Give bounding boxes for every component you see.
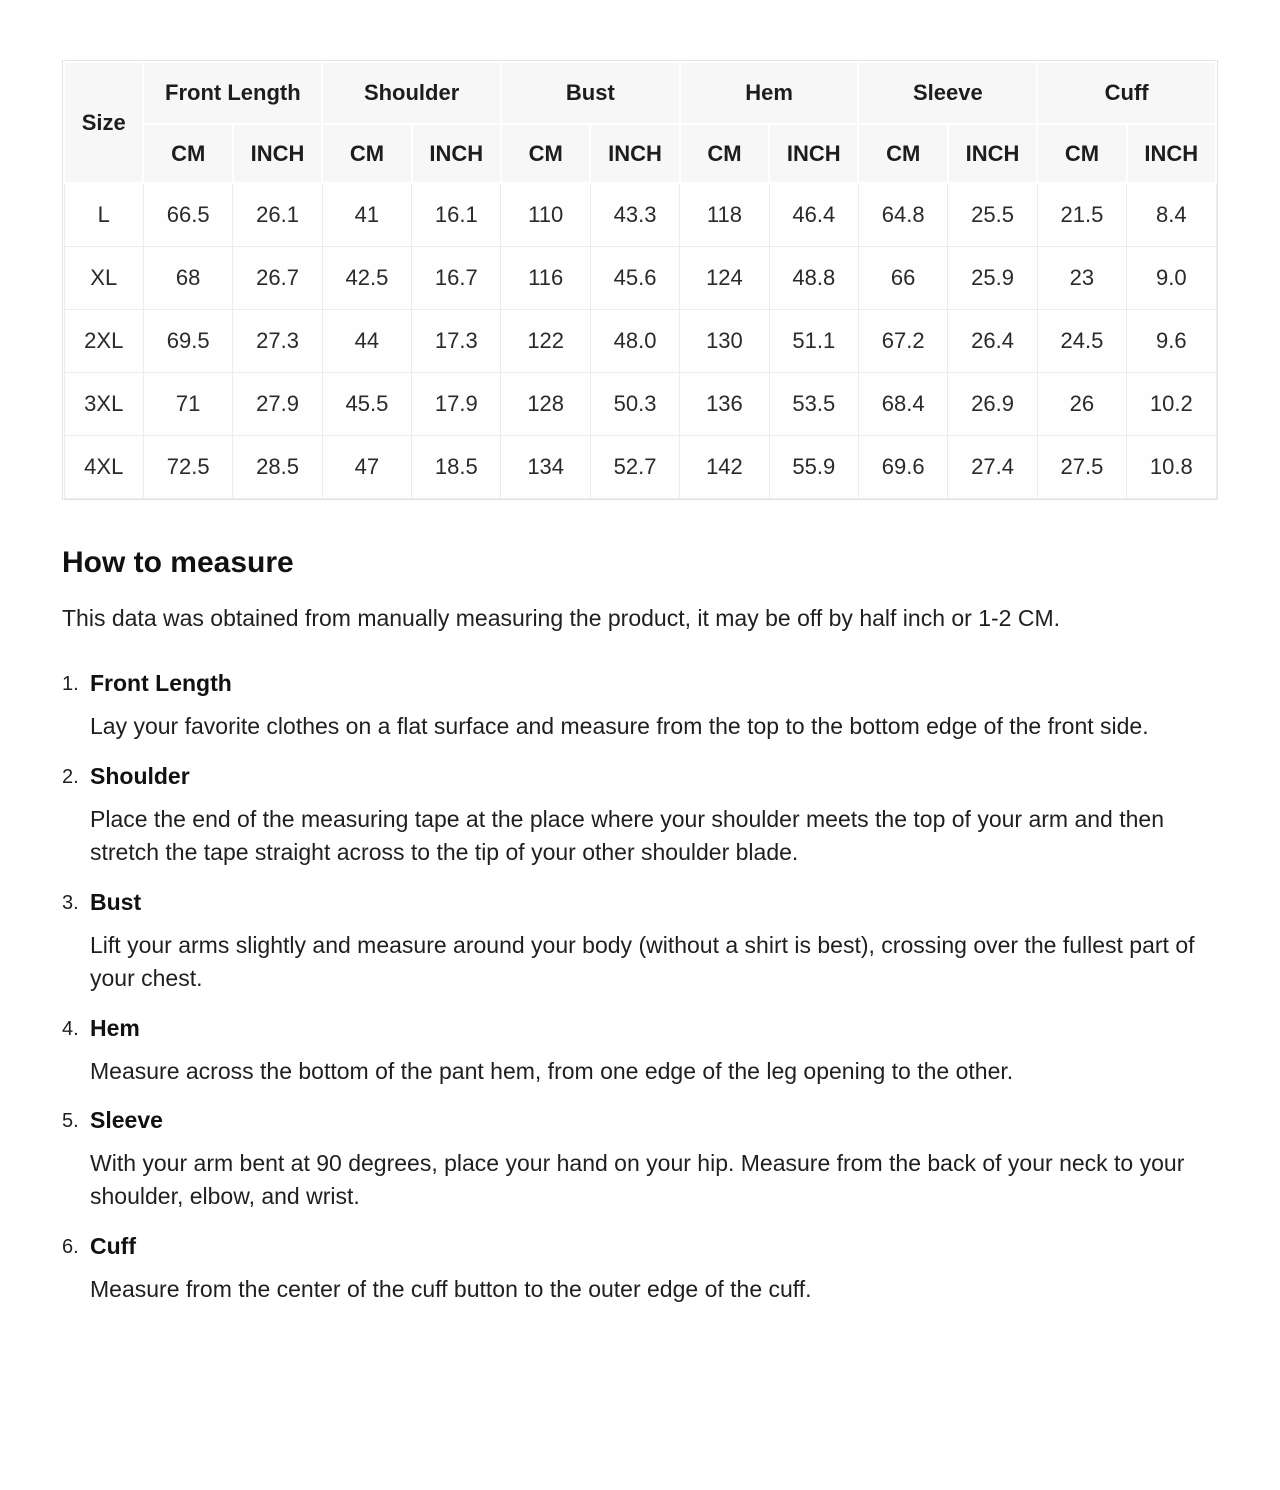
measurement-cell: 21.5 bbox=[1037, 183, 1126, 246]
measurement-cell: 26.4 bbox=[948, 309, 1037, 372]
measurement-cell: 25.5 bbox=[948, 183, 1037, 246]
measurement-cell: 72.5 bbox=[143, 435, 232, 498]
measure-step bbox=[62, 763, 1218, 869]
measurement-cell: 10.2 bbox=[1127, 372, 1216, 435]
measurement-cell: 42.5 bbox=[322, 246, 411, 309]
measurement-cell: 16.7 bbox=[412, 246, 501, 309]
unit-header-cm: CM bbox=[501, 124, 590, 183]
measurement-cell: 66.5 bbox=[143, 183, 232, 246]
measurement-cell: 27.3 bbox=[233, 309, 322, 372]
measure-steps-list bbox=[62, 670, 1218, 1306]
measurement-cell: 27.4 bbox=[948, 435, 1037, 498]
measurement-cell: 26.7 bbox=[233, 246, 322, 309]
unit-header-inch: INCH bbox=[948, 124, 1037, 183]
step-number: 6. bbox=[62, 1236, 79, 1259]
measurement-cell: 27.5 bbox=[1037, 435, 1126, 498]
measurement-cell: 66 bbox=[858, 246, 947, 309]
size-cell: XL bbox=[64, 246, 143, 309]
step-description: Measure from the center of the cuff button to the outer edge of the cuff. bbox=[90, 1276, 812, 1303]
step-description: Measure across the bottom of the pant hem, from one edge of the leg opening to the other. bbox=[90, 1057, 1014, 1084]
step-number: 5. bbox=[62, 1110, 79, 1133]
measurement-cell: 8.4 bbox=[1127, 183, 1216, 246]
measurement-cell: 25.9 bbox=[948, 246, 1037, 309]
measurement-cell: 55.9 bbox=[769, 435, 858, 498]
measurement-cell: 9.6 bbox=[1127, 309, 1216, 372]
size-table-body bbox=[64, 183, 1216, 498]
measurement-cell: 142 bbox=[680, 435, 769, 498]
measurement-cell: 69.5 bbox=[143, 309, 232, 372]
measurement-cell: 50.3 bbox=[590, 372, 679, 435]
measurement-cell: 44 bbox=[322, 309, 411, 372]
measurement-cell: 116 bbox=[501, 246, 590, 309]
measurement-cell: 64.8 bbox=[858, 183, 947, 246]
measurement-cell: 71 bbox=[143, 372, 232, 435]
measurement-cell: 53.5 bbox=[769, 372, 858, 435]
measurement-cell: 122 bbox=[501, 309, 590, 372]
how-to-measure-intro: This data was obtained from manually measuring the product, it may be off by half inch or 1-2 CM. bbox=[62, 604, 1061, 631]
step-number: 4. bbox=[62, 1017, 79, 1040]
measurement-cell: 134 bbox=[501, 435, 590, 498]
size-chart-table bbox=[63, 61, 1217, 499]
measurement-cell: 17.9 bbox=[412, 372, 501, 435]
step-description: Lift your arms slightly and measure around your body (without a shirt is best), crossing over the fullest part of your chest. bbox=[90, 931, 1195, 991]
step-title: Cuff bbox=[90, 1233, 136, 1260]
measurement-cell: 24.5 bbox=[1037, 309, 1126, 372]
step-description: Place the end of the measuring tape at the place where your shoulder meets the top of your arm and then stretch the tape straight across to the tip of your other shoulder blade. bbox=[90, 806, 1164, 865]
step-title: Sleeve bbox=[90, 1107, 163, 1134]
measurement-cell: 118 bbox=[680, 183, 769, 246]
measurement-cell: 17.3 bbox=[412, 309, 501, 372]
measurement-cell: 128 bbox=[501, 372, 590, 435]
measurement-cell: 68.4 bbox=[858, 372, 947, 435]
group-header-cuff: Cuff bbox=[1037, 62, 1216, 124]
measure-step bbox=[62, 1233, 1218, 1306]
group-header-row bbox=[64, 62, 1216, 124]
table-row bbox=[64, 309, 1216, 372]
step-title: Shoulder bbox=[90, 763, 190, 790]
table-row bbox=[64, 183, 1216, 246]
measurement-cell: 26.9 bbox=[948, 372, 1037, 435]
measurement-cell: 47 bbox=[322, 435, 411, 498]
measure-step bbox=[62, 1015, 1218, 1088]
measurement-cell: 10.8 bbox=[1127, 435, 1216, 498]
measure-step bbox=[62, 889, 1218, 995]
size-chart-header bbox=[64, 62, 1216, 183]
how-to-measure-title: How to measure bbox=[62, 545, 294, 579]
step-description: With your arm bent at 90 degrees, place your hand on your hip. Measure from the back of your neck to your shoulder, elbow, and wrist. bbox=[90, 1150, 1185, 1210]
measurement-cell: 48.8 bbox=[769, 246, 858, 309]
measurement-cell: 130 bbox=[680, 309, 769, 372]
unit-header-cm: CM bbox=[143, 124, 232, 183]
unit-header-inch: INCH bbox=[769, 124, 858, 183]
measurement-cell: 110 bbox=[501, 183, 590, 246]
measurement-cell: 16.1 bbox=[412, 183, 501, 246]
measurement-cell: 48.0 bbox=[590, 309, 679, 372]
measurement-cell: 41 bbox=[322, 183, 411, 246]
measurement-cell: 52.7 bbox=[590, 435, 679, 498]
unit-header-cm: CM bbox=[322, 124, 411, 183]
step-number: 3. bbox=[62, 891, 79, 914]
unit-header-cm: CM bbox=[858, 124, 947, 183]
measurement-cell: 28.5 bbox=[233, 435, 322, 498]
size-column-header: Size bbox=[64, 62, 143, 183]
size-chart-table-wrap bbox=[62, 60, 1218, 500]
unit-header-inch: INCH bbox=[590, 124, 679, 183]
group-header-shoulder: Shoulder bbox=[322, 62, 501, 124]
unit-header-inch: INCH bbox=[412, 124, 501, 183]
size-cell: 3XL bbox=[64, 372, 143, 435]
group-header-sleeve: Sleeve bbox=[858, 62, 1037, 124]
measurement-cell: 27.9 bbox=[233, 372, 322, 435]
measurement-cell: 45.6 bbox=[590, 246, 679, 309]
unit-header-cm: CM bbox=[680, 124, 769, 183]
measurement-cell: 45.5 bbox=[322, 372, 411, 435]
measurement-cell: 46.4 bbox=[769, 183, 858, 246]
group-header-front-length: Front Length bbox=[143, 62, 322, 124]
measurement-cell: 18.5 bbox=[412, 435, 501, 498]
step-description: Lay your favorite clothes on a flat surface and measure from the top to the bottom edge of the front side. bbox=[90, 713, 1149, 740]
measurement-cell: 67.2 bbox=[858, 309, 947, 372]
step-title: Front Length bbox=[90, 670, 232, 697]
measurement-cell: 23 bbox=[1037, 246, 1126, 309]
group-header-bust: Bust bbox=[501, 62, 680, 124]
unit-header-row bbox=[64, 124, 1216, 183]
table-row bbox=[64, 246, 1216, 309]
group-header-hem: Hem bbox=[680, 62, 859, 124]
step-number: 2. bbox=[62, 766, 79, 789]
step-number: 1. bbox=[62, 673, 79, 696]
unit-header-inch: INCH bbox=[233, 124, 322, 183]
measure-step bbox=[62, 1107, 1218, 1213]
measurement-cell: 68 bbox=[143, 246, 232, 309]
measurement-cell: 136 bbox=[680, 372, 769, 435]
unit-header-cm: CM bbox=[1037, 124, 1126, 183]
measurement-cell: 51.1 bbox=[769, 309, 858, 372]
measure-step bbox=[62, 670, 1218, 743]
measurement-cell: 26.1 bbox=[233, 183, 322, 246]
table-row bbox=[64, 435, 1216, 498]
measurement-cell: 43.3 bbox=[590, 183, 679, 246]
measurement-cell: 26 bbox=[1037, 372, 1126, 435]
measurement-cell: 69.6 bbox=[858, 435, 947, 498]
step-title: Hem bbox=[90, 1014, 140, 1041]
measurement-cell: 9.0 bbox=[1127, 246, 1216, 309]
size-cell: 4XL bbox=[64, 435, 143, 498]
size-cell: 2XL bbox=[64, 309, 143, 372]
measurement-cell: 124 bbox=[680, 246, 769, 309]
table-row bbox=[64, 372, 1216, 435]
unit-header-inch: INCH bbox=[1127, 124, 1216, 183]
step-title: Bust bbox=[90, 888, 142, 915]
size-cell: L bbox=[64, 183, 143, 246]
